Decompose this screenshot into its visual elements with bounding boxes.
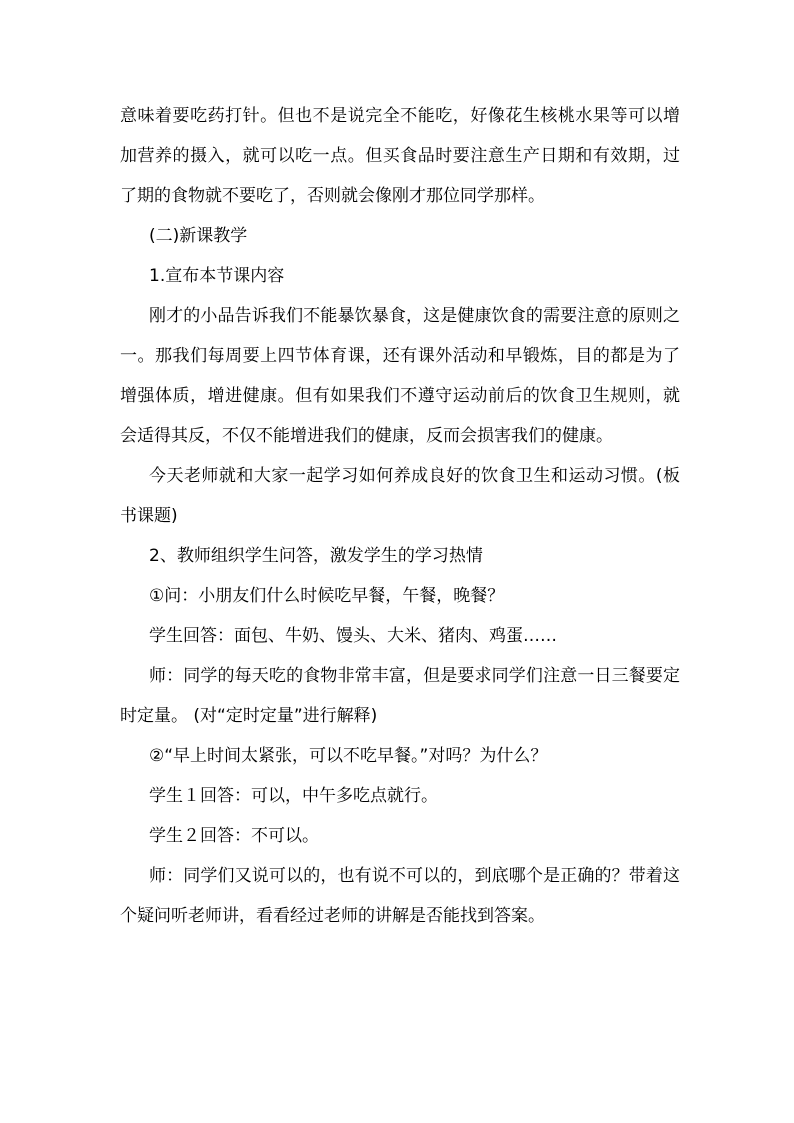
paragraph-skit-lesson: 刚才的小品告诉我们不能暴饮暴食，这是健康饮食的需要注意的原则之一。那我们每周要上四节体育课，还有课外活动和早锻炼，目的都是为了增强体质，增进健康。但有如果我们不遵守运动前后的饮食卫生规则，就会适得其反，不仅不能增进我们的健康，反而会损害我们的健康。 [120, 306, 680, 446]
teacher-closing-question: 师：同学们又说可以的，也有说不可以的，到底哪个是正确的？带着这个疑问听老师讲，看看经过老师的讲解是否能找到答案。 [120, 866, 680, 926]
subheading-qa-activity: 2、教师组织学生问答，激发学生的学习热情 [149, 546, 483, 566]
document-body [120, 96, 680, 936]
question-skip-breakfast: ②“早上时间太紧张，可以不吃早餐。”对吗？为什么？ [149, 746, 548, 766]
paragraph-today-topic: 今天老师就和大家一起学习如何养成良好的饮食卫生和运动习惯。(板书课题) [120, 466, 680, 526]
student-answer-foods: 学生回答：面包、牛奶、馒头、大米、猪肉、鸡蛋…… [149, 626, 557, 646]
student-1-answer: 学生１回答：可以，中午多吃点就行。 [149, 786, 438, 806]
teacher-remark-regular-meals: 师：同学的每天吃的食物非常丰富，但是要求同学们注意一日三餐要定时定量。 (对“定时定量”进行解释) [120, 666, 680, 726]
subheading-announce-content: 1.宣布本节课内容 [149, 266, 285, 286]
student-2-answer: 学生２回答：不可以。 [149, 826, 319, 846]
section-heading-new-lesson: (二)新课教学 [149, 226, 248, 246]
paragraph-continuation: 意味着要吃药打针。但也不是说完全不能吃，好像花生核桃水果等可以增加营养的摄入，就可以吃一点。但买食品时要注意生产日期和有效期，过了期的食物就不要吃了，否则就会像刚才那位同学那样。 [120, 106, 680, 206]
question-meal-times: ①问：小朋友们什么时候吃早餐，午餐，晚餐？ [149, 586, 505, 606]
